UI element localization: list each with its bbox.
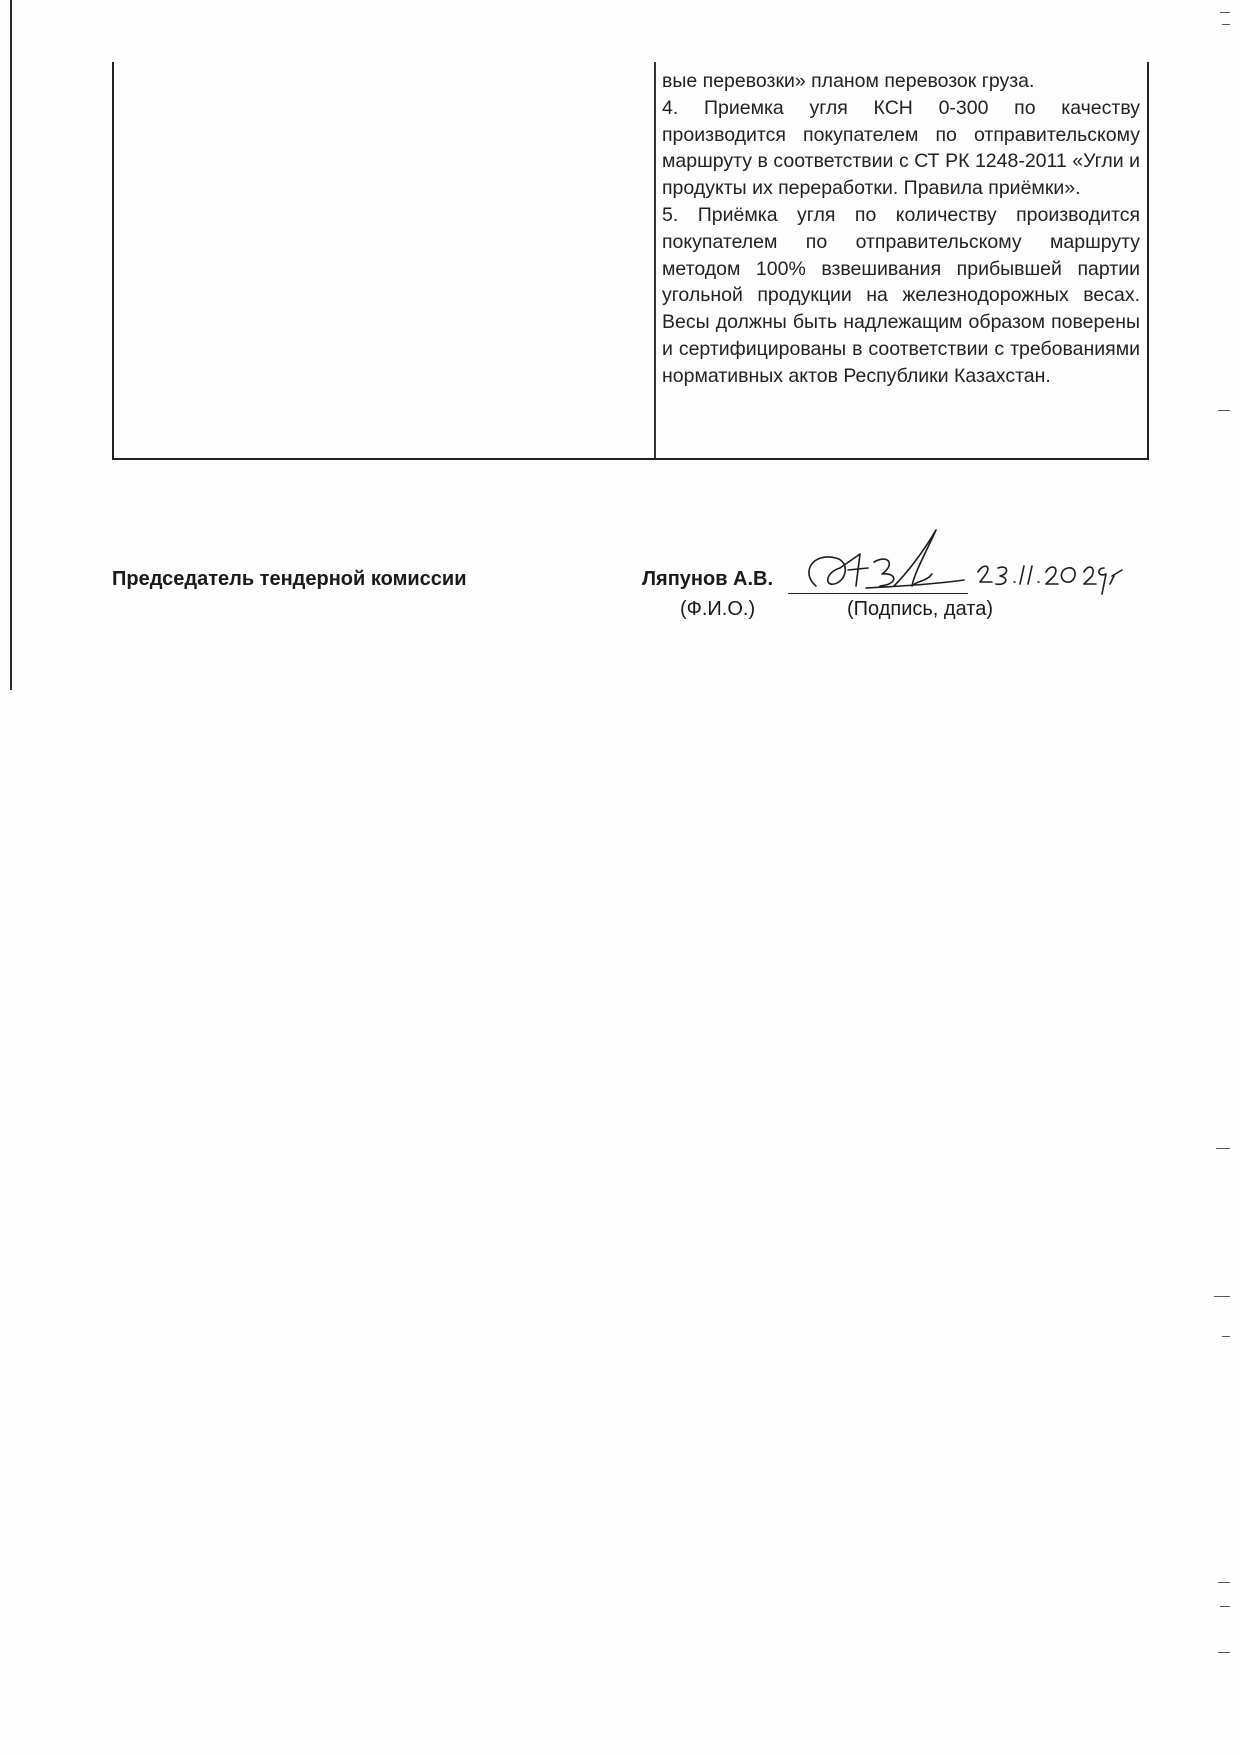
chairman-role-label: Председатель тендерной комиссии	[112, 568, 467, 590]
signature-date-caption: (Подпись, дата)	[847, 598, 993, 620]
fio-caption: (Ф.И.О.)	[680, 598, 756, 620]
signature-block	[112, 560, 1162, 640]
scan-edge-left	[10, 0, 12, 690]
paragraph-transport-plan: вые перевозки» планом перевозок груза.	[662, 70, 1035, 92]
paragraph-quantity-acceptance: 5. Приёмка угля по количеству производится покупателем по отправительскому маршруту методом 100% взвешивания прибывшей партии угольной продукции на железнодорожных весах. Весы должны быть надлежащим образом поверены и сертифицированы в соответствии с требованиями нормативных актов Республики Казахстан.	[662, 203, 1140, 387]
table-fragment	[112, 62, 1149, 460]
paragraph-quality-acceptance: 4. Приемка угля КСН 0-300 по качеству производится покупателем по отправительскому маршруту в соответствии с СТ РК 1248-2011 «Угли и продукты их переработки. Правила приёмки».	[662, 96, 1140, 200]
scan-edge-right-marks	[1200, 0, 1240, 1754]
chairman-name: Ляпунов А.В.	[642, 568, 774, 590]
handwritten-signature	[796, 524, 1116, 604]
column-divider	[654, 62, 656, 458]
table-cell-requirements	[662, 68, 1140, 390]
